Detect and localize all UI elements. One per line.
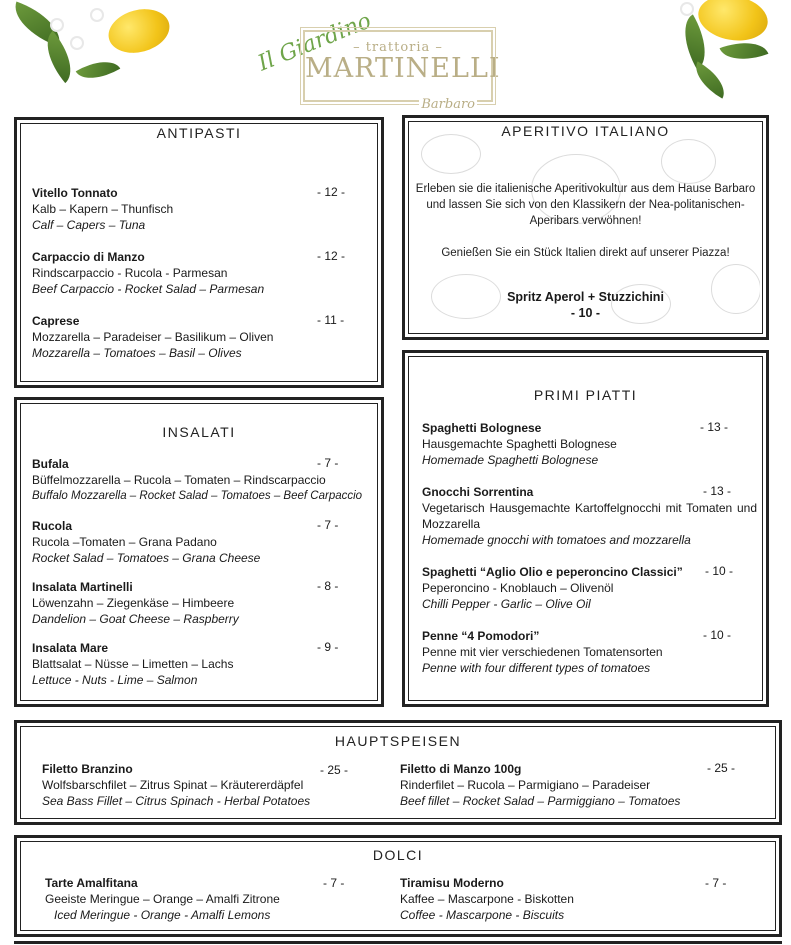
menu-item: Caprese Mozzarella – Paradeiser – Basilikum – Oliven Mozzarella – Tomatoes – Basil – Olives (32, 314, 274, 360)
menu-item: Bufala Büffelmozzarella – Rucola – Tomaten – Rindscarpaccio Buffalo Mozzarella – Rocket Salad – Tomatoes – Beef Carpaccio (32, 457, 363, 502)
hauptspeisen-panel (14, 720, 782, 825)
primi-piatti-panel (402, 350, 769, 707)
menu-item: Insalata Mare Blattsalat – Nüsse – Limetten – Lachs Lettuce - Nuts - Lime – Salmon (32, 641, 234, 687)
aperitivo-offer: Spritz Aperol + Stuzzichini (507, 290, 664, 304)
menu-item: Filetto Branzino Wolfsbarschfilet – Zitrus Spinat – Kräutererdäpfel Sea Bass Fillet – Citrus Spinach - Herbal Potatoes (42, 762, 311, 808)
item-price: - 10 - (703, 628, 732, 642)
menu-item: Penne “4 Pomodori” Penne mit vier verschiedenen Tomatensorten Penne with four different types of tomatoes (422, 629, 663, 675)
item-price: - 9 - (317, 640, 339, 654)
item-price: - 8 - (317, 579, 339, 593)
item-price: - 7 - (317, 518, 339, 532)
item-price: - 12 - (317, 185, 346, 199)
insalati-title: INSALATI (162, 424, 236, 440)
item-price: - 12 - (317, 249, 346, 263)
item-price: - 25 - (707, 761, 736, 775)
item-price: - 13 - (700, 420, 729, 434)
menu-item: Insalata Martinelli Löwenzahn – Ziegenkäse – Himbeere Dandelion – Goat Cheese – Raspberry (32, 580, 239, 626)
item-price: - 13 - (700, 484, 731, 498)
menu-item: Vitello Tonnato Kalb – Kapern – Thunfisch Calf – Capers – Tuna (32, 186, 174, 232)
hauptspeisen-title: HAUPTSPEISEN (334, 733, 462, 749)
item-price: - 10 - (705, 564, 734, 578)
menu-item: Carpaccio di Manzo Rindscarpaccio - Rucola - Parmesan Beef Carpaccio - Rocket Salad – Parmesan (32, 250, 265, 296)
menu-item: Gnocchi Sorrentina Vegetarisch Hausgemachte Kartoffelgnocchi mit Tomaten und Mozzarella Homemade gnocchi with tomatoes and mozzarella (422, 485, 757, 547)
logo-sub-text: Barbaro (421, 97, 475, 112)
item-price: - 11 - (317, 313, 345, 327)
restaurant-logo (303, 30, 501, 112)
menu-item: Filetto di Manzo 100g Rinderfilet – Rucola – Parmigiano – Paradeiser Beef fillet – Rocket Salad – Parmiggiano – Tomatoes (400, 762, 681, 808)
menu-item: Tarte Amalfitana Geeiste Meringue – Orange – Amalfi Zitrone Iced Meringue - Orange - Amalfi Lemons (45, 876, 280, 922)
menu-item: Tiramisu Moderno Kaffee – Mascarpone - Biskotten Coffee - Mascarpone - Biscuits (400, 876, 574, 922)
aperitivo-price: - 10 - (570, 306, 601, 320)
menu-item: Rucola Rucola –Tomaten – Grana Padano Rocket Salad – Tomatoes – Grana Cheese (32, 519, 261, 565)
antipasti-panel (14, 117, 384, 388)
menu-item: Spaghetti “Aglio Olio e peperoncino Classici” Peperoncino - Knoblauch – Olivenöl Chilli Pepper - Garlic – Olive Oil (422, 565, 683, 611)
lemon-branch-left-decoration (0, 0, 200, 110)
aperitivo-title: APERITIVO ITALIANO (501, 123, 670, 139)
item-price: - 7 - (705, 876, 727, 890)
logo-top-text: – trattoria – (353, 40, 443, 55)
dolci-panel (14, 835, 782, 937)
antipasti-title: ANTIPASTI (156, 125, 242, 141)
dolci-title: DOLCI (372, 847, 424, 863)
item-price: - 7 - (317, 456, 339, 470)
aperitivo-description: Erleben sie die italienische Aperitivokultur aus dem Hause Barbaro und lassen Sie sich von den Klassikern der Nea-politanischen-Aperibars verwöhnen! (415, 183, 756, 227)
menu-item: Spaghetti Bolognese Hausgemachte Spaghetti Bolognese Homemade Spaghetti Bolognese (422, 421, 617, 467)
aperitivo-invitation: Genießen Sie ein Stück Italien direkt auf unserer Piazza! (441, 247, 730, 259)
logo-main-text: MARTINELLI (305, 53, 501, 84)
logo-script: Il Giardino (254, 8, 375, 77)
next-panel-edge (14, 941, 782, 945)
lemon-branch-right-decoration (660, 0, 791, 110)
primi-piatti-title: PRIMI PIATTI (533, 387, 638, 403)
aperitivo-panel (402, 115, 769, 340)
insalati-panel (14, 397, 384, 707)
item-price: - 7 - (323, 876, 345, 890)
item-price: - 25 - (320, 763, 349, 777)
